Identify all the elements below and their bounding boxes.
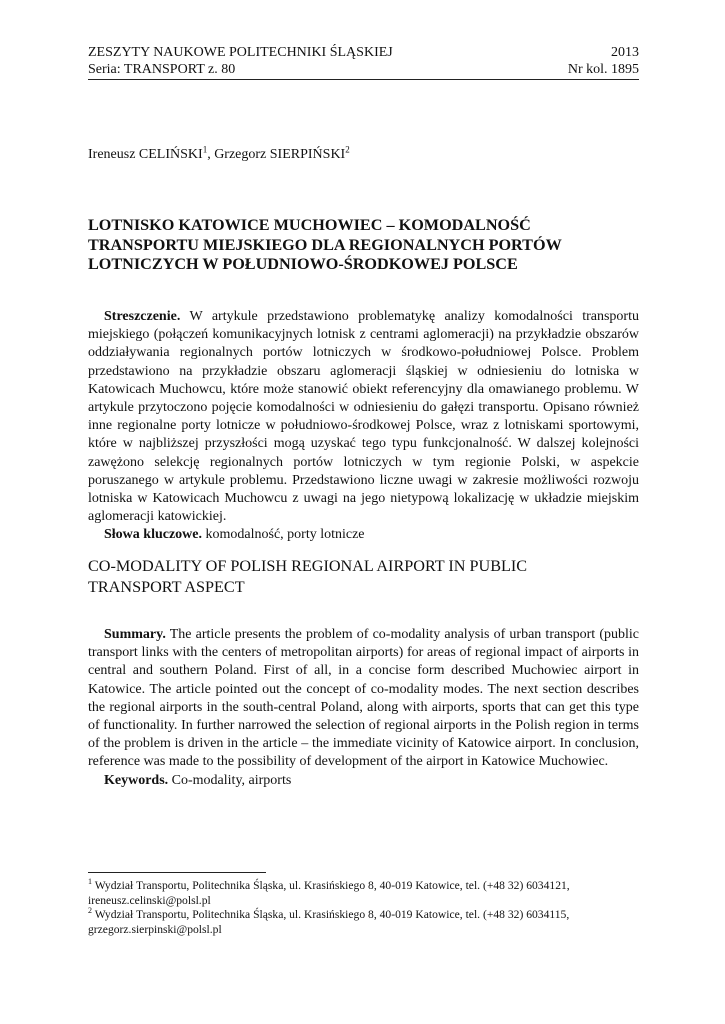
issue-number: Nr kol. 1895: [567, 62, 639, 77]
title-line: CO-MODALITY OF POLISH REGIONAL AIRPORT IN PUBLIC: [88, 557, 528, 575]
footnote-email[interactable]: ireneusz.celinski@polsl.pl: [88, 893, 211, 907]
keywords-line: [88, 526, 639, 544]
footnote-affiliation: Wydział Transportu, Politechnika Śląska, ul. Krasińskiego 8, 40-019 Katowice, tel. (+48 32) 6034121,: [92, 879, 570, 892]
paper-title-english: [88, 556, 639, 598]
footnote: [88, 879, 639, 908]
keywords-text: komodalność, porty lotnicze: [202, 527, 365, 543]
footnote: [88, 908, 639, 937]
summary-text: The article presents the problem of co-modality analysis of urban transport (public transport links with the centers of metropolitan airports) for areas of regional impact of airports in central and southern Poland. First of all, in a concise form described Muchowiec airport in Katowice. The article pointed out the concept of co-modality modes. The next section describes the regional airports in the south-central Poland, along with airports, sports that can get this type of functionality. In further narrowed the selection of regional airports in the Polish region in terms of the problem is driven in the article – the immediate vicinity of Katowice airport. In conclusion, reference was made to the possibility of development of the airport in Katowice Muchowiec.: [88, 627, 639, 770]
title-line: TRANSPORTU MIEJSKIEGO DLA REGIONALNYCH PORTÓW: [88, 235, 562, 254]
footnote-number: 1: [88, 877, 92, 887]
keywords-line: [88, 772, 639, 790]
abstract-text: W artykule przedstawiono problematykę analizy komodalności transportu miejskiego (połączeń komunikacyjnych lotnisk z centrami aglomeracji) na przykładzie obszarów oddziaływania regionalnych portów lotniczych w środkowo-południowej Polsce. Problem przedstawiono na przykładzie obszaru aglomeracji śląskiej w odniesieniu do lotniska w Katowicach Muchowcu, które może stanowić obiekt referencyjny dla omawianego problemu. W artykule przytoczono pojęcie komodalności w odniesieniu do gałęzi transportu. Opisano również inne regionalne porty lotnicze w południowo-środkowej Polsce, wraz z lotniskami sportowymi, które w najbliższej przyszłości mogą uzyskać tego typu funkcjonalność. W dalszej kolejności zawężono selekcję regionalnych portów lotniczych w tym regionie Polski, w aspekcie poruszanego w artykule problemu. Przedstawiono liczne uwagi w zakresie możliwości rozwoju lotniska w Katowicach Muchowcu z uwagi na jego nietypową lokalizację w układzie miejskim aglomeracji katowickiej.: [88, 309, 639, 525]
keywords-label: Słowa kluczowe.: [104, 527, 202, 543]
abstract-paragraph: [88, 626, 639, 772]
header-divider: [88, 79, 639, 80]
footnote-divider: [88, 872, 266, 873]
keywords-label: Keywords.: [104, 772, 169, 788]
abstract-english: [88, 626, 639, 790]
abstract-paragraph: [88, 308, 639, 526]
footnote-mark[interactable]: 2: [345, 144, 350, 155]
running-header-bottom: [88, 62, 639, 78]
journal-year: 2013: [611, 45, 639, 60]
summary-label: Summary.: [104, 627, 166, 642]
paper-title-polish: [88, 216, 639, 275]
footnote-email[interactable]: grzegorz.sierpinski@polsl.pl: [88, 922, 222, 936]
footnotes: [88, 879, 639, 937]
abstract-polish: [88, 308, 639, 544]
author-name: Ireneusz CELIŃSKI: [88, 147, 203, 162]
title-line: LOTNISKO KATOWICE MUCHOWIEC – KOMODALNOŚĆ: [88, 216, 531, 234]
journal-name: ZESZYTY NAUKOWE POLITECHNIKI ŚLĄSKIEJ: [88, 45, 393, 60]
running-header-top: [88, 45, 639, 61]
footnote-mark[interactable]: 1: [202, 144, 208, 155]
keywords-text: Co-modality, airports: [168, 772, 292, 788]
title-line: LOTNICZYCH W POŁUDNIOWO-ŚRODKOWEJ POLSCE: [88, 255, 518, 274]
title-line: TRANSPORT ASPECT: [88, 578, 245, 596]
author-line: [88, 146, 350, 164]
footnote-number: 2: [88, 906, 92, 916]
abstract-label: Streszczenie.: [104, 309, 181, 324]
footnote-affiliation: Wydział Transportu, Politechnika Śląska, ul. Krasińskiego 8, 40-019 Katowice, tel. (+48 32) 6034115,: [92, 908, 570, 922]
author-name: Grzegorz SIERPIŃSKI: [214, 147, 346, 162]
journal-series: Seria: TRANSPORT z. 80: [88, 62, 236, 77]
author-separator: ,: [207, 147, 215, 162]
